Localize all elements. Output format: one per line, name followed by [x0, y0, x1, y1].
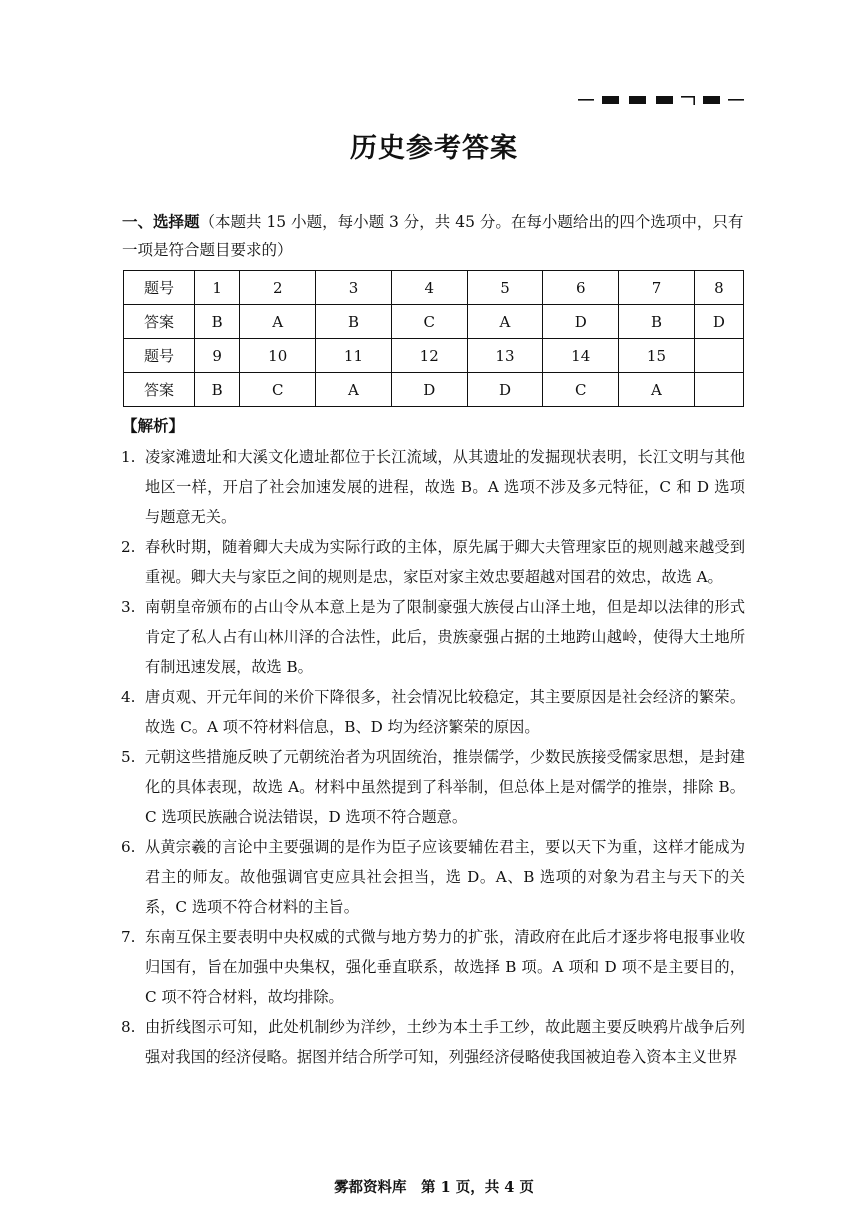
list-item [121, 832, 745, 922]
page-footer: 雾都资料库 第 1 页，共 4 页 [334, 1179, 534, 1196]
table-row [124, 339, 744, 373]
item-number: 1. [121, 448, 136, 466]
table-cell: 15 [619, 339, 695, 373]
item-text: 唐贞观、开元年间的米价下降很多，社会情况比较稳定，其主要原因是社会经济的繁荣。故选 C。A 项不符材料信息，B、D 均为经济繁荣的原因。 [145, 688, 745, 736]
section-label: 一、选择题 [122, 212, 200, 231]
analysis-label: 【解析】 [122, 416, 185, 435]
table-cell: B [316, 305, 392, 339]
table-cell: 14 [543, 339, 619, 373]
table-cell: 6 [543, 271, 619, 305]
page-title: 历史参考答案 [350, 133, 518, 164]
table-cell: C [240, 373, 316, 407]
list-item [121, 1012, 745, 1072]
table-cell: 11 [316, 339, 392, 373]
table-cell: 7 [619, 271, 695, 305]
table-row-header: 题号 [124, 271, 195, 305]
table-row [124, 305, 744, 339]
table-cell [694, 339, 743, 373]
item-number: 2. [121, 538, 136, 556]
table-cell: B [619, 305, 695, 339]
item-number: 5. [121, 748, 136, 766]
table-cell: 3 [316, 271, 392, 305]
list-item [121, 442, 745, 532]
table-cell: 5 [467, 271, 543, 305]
table-cell: B [195, 373, 240, 407]
item-text: 春秋时期，随着卿大夫成为实际行政的主体，原先属于卿大夫管理家臣的规则越来越受到重视。卿大夫与家臣之间的规则是忠，家臣对家主效忠要超越对国君的效忠，故选 A。 [145, 538, 745, 586]
item-number: 3. [121, 598, 136, 616]
section-instructions: （本题共 15 小题，每小题 3 分，共 45 分。在每小题给出的四个选项中，只有一项是符合题目要求的） [122, 213, 744, 259]
table-cell: D [694, 305, 743, 339]
table-cell: C [391, 305, 467, 339]
table-cell: C [543, 373, 619, 407]
item-number: 4. [121, 688, 136, 706]
list-item [121, 592, 745, 682]
table-cell: 8 [694, 271, 743, 305]
table-cell: A [240, 305, 316, 339]
table-row-header: 答案 [124, 305, 195, 339]
table-row-header: 答案 [124, 373, 195, 407]
table-cell: A [467, 305, 543, 339]
section-heading [122, 208, 744, 264]
table-cell: 4 [391, 271, 467, 305]
item-number: 8. [121, 1018, 136, 1036]
table-row [124, 271, 744, 305]
analysis-list [121, 442, 745, 1072]
item-text: 从黄宗羲的言论中主要强调的是作为臣子应该要辅佐君主，要以天下为重，这样才能成为君主的师友。故他强调官吏应具社会担当，选 D。A、B 选项的对象为君主与天下的关系，C 选项不符合材料的主旨。 [145, 838, 745, 916]
table-row [124, 373, 744, 407]
table-cell: 1 [195, 271, 240, 305]
table-cell: D [391, 373, 467, 407]
table-cell: 13 [467, 339, 543, 373]
item-text: 东南互保主要表明中央权威的式微与地方势力的扩张，清政府在此后才逐步将电报事业收归国有，旨在加强中央集权，强化垂直联系，故选择 B 项。A 项和 D 项不是主要目的，C 项不符合材料，故均排除。 [145, 928, 745, 1006]
table-cell: 9 [195, 339, 240, 373]
table-row-header: 题号 [124, 339, 195, 373]
item-number: 7. [121, 928, 136, 946]
page-corner-mark [578, 94, 746, 106]
table-cell: A [316, 373, 392, 407]
list-item [121, 922, 745, 1012]
list-item [121, 532, 745, 592]
item-text: 凌家滩遗址和大溪文化遗址都位于长江流域，从其遗址的发掘现状表明，长江文明与其他地区一样，开启了社会加速发展的进程，故选 B。A 选项不涉及多元特征，C 和 D 选项与题意无关。 [145, 448, 745, 526]
item-text: 由折线图示可知，此处机制纱为洋纱，土纱为本土手工纱，故此题主要反映鸦片战争后列强对我国的经济侵略。据图并结合所学可知，列强经济侵略使我国被迫卷入资本主义世界 [145, 1018, 745, 1066]
table-cell: 2 [240, 271, 316, 305]
table-cell: B [195, 305, 240, 339]
table-cell: 12 [391, 339, 467, 373]
table-cell: 10 [240, 339, 316, 373]
list-item [121, 682, 745, 742]
table-cell: A [619, 373, 695, 407]
item-number: 6. [121, 838, 136, 856]
table-cell: D [467, 373, 543, 407]
list-item [121, 742, 745, 832]
item-text: 南朝皇帝颁布的占山令从本意上是为了限制豪强大族侵占山泽土地，但是却以法律的形式肯定了私人占有山林川泽的合法性，此后，贵族豪强占据的土地跨山越岭，使得大土地所有制迅速发展，故选 B。 [145, 598, 745, 676]
table-cell [694, 373, 743, 407]
answer-table [123, 270, 744, 407]
table-cell: D [543, 305, 619, 339]
item-text: 元朝这些措施反映了元朝统治者为巩固统治，推崇儒学，少数民族接受儒家思想，是封建化的具体表现，故选 A。材料中虽然提到了科举制，但总体上是对儒学的推崇，排除 B。C 选项民族融合说法错误，D 选项不符合题意。 [145, 748, 745, 826]
